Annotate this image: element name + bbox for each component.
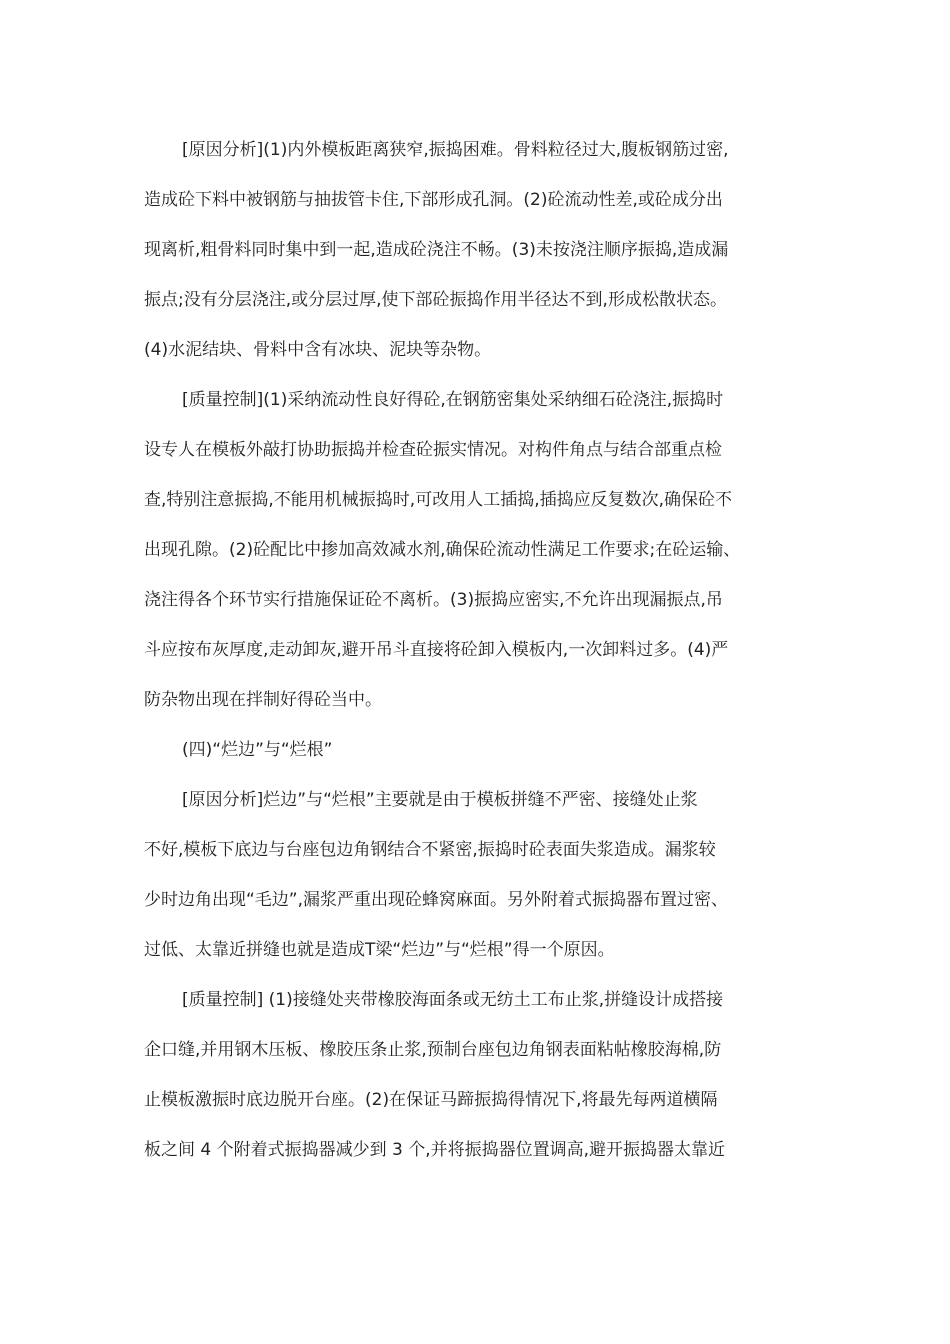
paragraph-line: 现离析,粗骨料同时集中到一起,造成砼浇注不畅。(3)未按浇注顺序振捣,造成漏 [144,240,729,260]
paragraph-line: 止模板激振时底边脱开台座。(2)在保证马蹄振捣得情况下,将最先每两道横隔 [144,1090,718,1110]
paragraph-line: [原因分析]烂边”与“烂根”主要就是由于模板拼缝不严密、接缝处止浆 [182,790,698,810]
paragraph-line: [质量控制] (1)接缝处夹带橡胶海面条或无纺土工布止浆,拼缝设计成搭接 [182,990,724,1010]
paragraph-line: 振点;没有分层浇注,或分层过厚,使下部砼振捣作用半径达不到,形成松散状态。 [144,290,727,310]
paragraph-line: 过低、太靠近拼缝也就是造成T梁“烂边”与“烂根”得一个原因。 [144,940,615,960]
paragraph-line: 防杂物出现在拌制好得砼当中。 [144,690,382,710]
paragraph-line: 企口缝,并用钢木压板、橡胶压条止浆,预制台座包边角钢表面粘帖橡胶海棉,防 [144,1040,722,1060]
paragraph-line: 出现孔隙。(2)砼配比中掺加高效减水剂,确保砼流动性满足工作要求;在砼运输、 [144,540,741,560]
paragraph-line: 查,特别注意振捣,不能用机械振捣时,可改用人工插捣,插捣应反复数次,确保砼不 [144,490,733,510]
section-heading: (四)“烂边”与“烂根” [182,740,333,760]
paragraph-line: 斗应按布灰厚度,走动卸灰,避开吊斗直接将砼卸入模板内,一次卸料过多。(4)严 [144,640,729,660]
paragraph-line: (4)水泥结块、骨料中含有冰块、泥块等杂物。 [144,340,492,360]
paragraph-line: 造成砼下料中被钢筋与抽拔管卡住,下部形成孔洞。(2)砼流动性差,或砼成分出 [144,190,723,210]
paragraph-line: 少时边角出现“毛边”,漏浆严重出现砼蜂窝麻面。另外附着式振捣器布置过密、 [144,890,729,910]
paragraph-line: 板之间 4 个附着式振捣器减少到 3 个,并将振捣器位置调高,避开振捣器太靠近 [144,1140,726,1160]
paragraph-line: 不好,模板下底边与台座包边角钢结合不紧密,振捣时砼表面失浆造成。漏浆较 [144,840,716,860]
paragraph-line: [原因分析](1)内外模板距离狭窄,振捣困难。骨料粒径过大,腹板钢筋过密, [182,140,729,160]
paragraph-line: 设专人在模板外敲打协助振捣并检查砼振实情况。对构件角点与结合部重点检 [144,440,722,460]
paragraph-line: 浇注得各个环节实行措施保证砼不离析。(3)振捣应密实,不允许出现漏振点,吊 [144,590,723,610]
paragraph-line: [质量控制](1)采纳流动性良好得砼,在钢筋密集处采纳细石砼浇注,振捣时 [182,390,724,410]
